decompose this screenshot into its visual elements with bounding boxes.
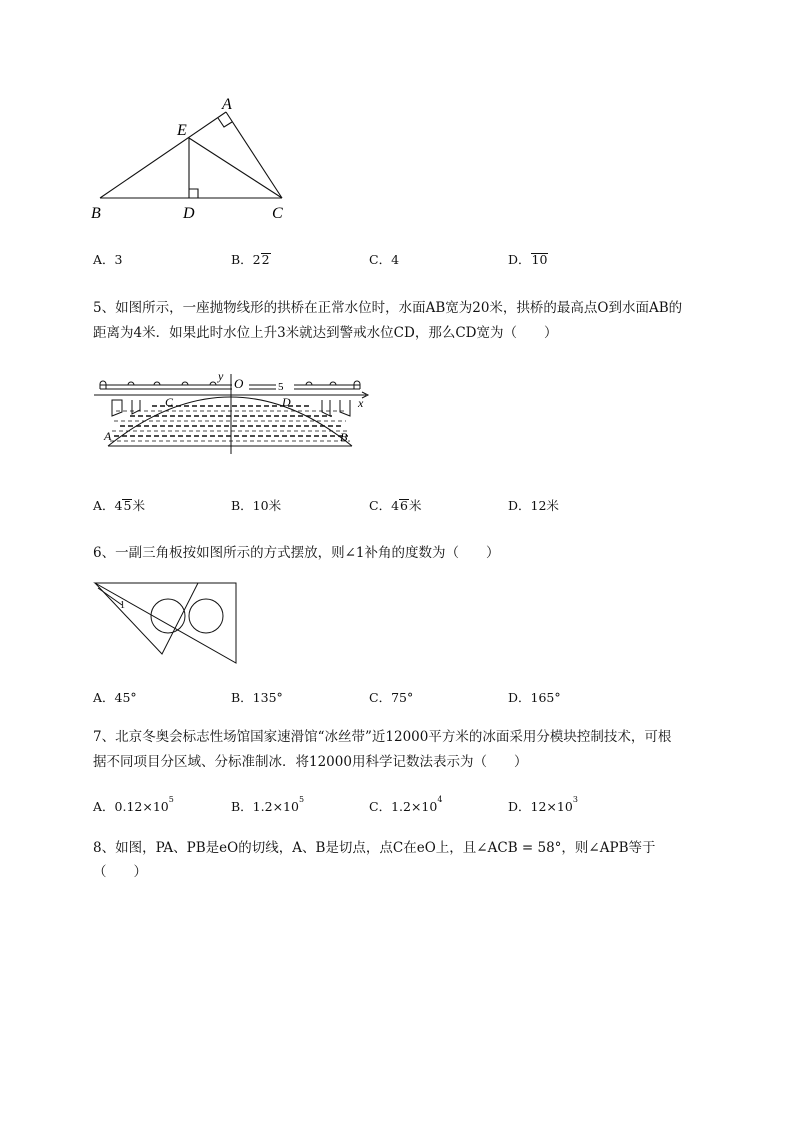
q4-option-a: A．3 xyxy=(93,252,123,267)
q7-option-b-exp: 5 xyxy=(298,795,305,804)
q7-option-a xyxy=(93,797,174,815)
angle-1-label: 1 xyxy=(120,600,125,611)
q7-option-a-exp: 5 xyxy=(168,795,174,804)
bridge-label-C: C xyxy=(165,395,174,409)
q5-option-a-radical: 5 xyxy=(123,498,132,513)
q5-line2: 距离为4米．如果此时水位上升3米就达到警戒水位CD，那么CD宽为（ ） xyxy=(93,325,558,341)
bridge-label-y: y xyxy=(218,370,224,383)
q5-option-c-prefix: C．4 xyxy=(369,498,400,513)
bridge-label-B: B xyxy=(340,430,348,444)
q7-option-d xyxy=(508,797,578,815)
q5-bridge-figure xyxy=(94,370,374,458)
q5-option-a-unit: 米 xyxy=(132,498,145,513)
q4-option-b-prefix: B．2 xyxy=(231,252,261,267)
q7-line1: 7、北京冬奥会标志性场馆国家速滑馆“冰丝带”近12000平方米的冰面采用分模块控制技术，可根 xyxy=(93,729,672,745)
q5-option-b: B．10米 xyxy=(231,498,282,513)
q5-option-c-unit: 米 xyxy=(408,498,422,513)
bridge-label-x: x xyxy=(358,396,364,410)
q7-option-b-base: B．1.2×10 xyxy=(231,799,299,814)
q4-option-d-radical: 10 xyxy=(531,252,548,267)
bridge-label-A: A xyxy=(104,429,112,443)
q7-option-b xyxy=(231,797,304,815)
q7-option-c-base: C．1.2×10 xyxy=(369,799,438,814)
q7-option-c xyxy=(369,797,442,815)
q5-option-a-prefix: A．4 xyxy=(93,498,123,513)
label-C: C xyxy=(272,205,283,222)
q4-triangle-figure xyxy=(88,92,298,224)
bridge-label-5: 5 xyxy=(278,381,284,393)
q6-set-squares-figure xyxy=(90,578,242,670)
q6-option-b: B．135° xyxy=(231,690,283,705)
bridge-label-D: D xyxy=(282,395,291,409)
label-B: B xyxy=(91,205,101,222)
q5-option-c-radical: 6 xyxy=(400,498,408,513)
q6-option-d: D．165° xyxy=(508,690,561,705)
q5-line1: 5、如图所示，一座抛物线形的拱桥在正常水位时，水面AB宽为20米，拱桥的最高点O到水面AB的 xyxy=(93,300,683,316)
q7-line2: 据不同项目分区域、分标准制冰．将12000用科学记数法表示为（ ） xyxy=(93,754,528,770)
q8-line1: 8、如图，PA、PB是eO的切线，A、B是切点，点C在eO上，且∠ACB = 58°，则∠APB等于 xyxy=(93,840,656,856)
q7-option-d-exp: 3 xyxy=(572,795,578,804)
q6-line1: 6、一副三角板按如图所示的方式摆放，则∠1补角的度数为（ ） xyxy=(93,545,500,561)
q5-option-c xyxy=(369,496,422,514)
q7-option-c-exp: 4 xyxy=(437,795,443,804)
q6-option-a: A．45° xyxy=(93,690,137,705)
q5-option-d: D．12米 xyxy=(508,498,559,513)
q8-line2: （ ） xyxy=(93,864,147,880)
q6-option-c: C．75° xyxy=(369,690,414,705)
q7-option-d-base: D．12×10 xyxy=(508,799,573,814)
q4-option-b xyxy=(231,250,271,268)
q4-option-c: C．4 xyxy=(369,252,400,267)
bridge-label-O: O xyxy=(234,376,244,391)
label-A: A xyxy=(222,96,232,113)
q4-option-d-prefix: D． xyxy=(508,252,531,267)
q5-option-a xyxy=(93,496,145,514)
label-D: D xyxy=(183,205,195,222)
label-E: E xyxy=(177,122,187,139)
q7-option-a-base: A．0.12×10 xyxy=(93,799,169,814)
q4-option-b-radical: 2 xyxy=(261,252,270,267)
q4-option-d xyxy=(508,250,548,268)
